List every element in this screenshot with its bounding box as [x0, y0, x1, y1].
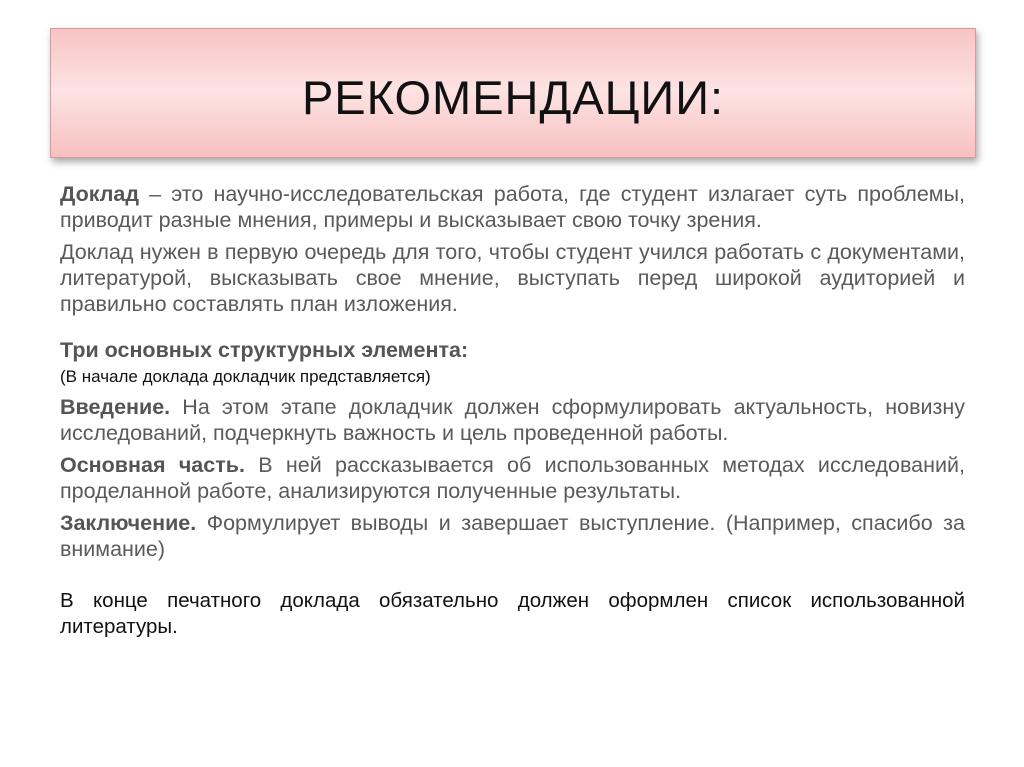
- paragraph-conclusion: [60, 510, 965, 562]
- purpose-text: Доклад нужен в первую очередь для того, чтобы студент учился работать с документами, литературой, высказывать свое мнение, выступать перед широкой аудиторией и правильно составлять план изложения.: [60, 240, 965, 316]
- intro-text: На этом этапе докладчик должен сформулировать актуальность, новизну исследований, подчеркнуть важность и цель проведенной работы.: [60, 395, 965, 445]
- conclusion-text: Формулирует выводы и завершает выступление. (Например, спасибо за внимание): [60, 511, 965, 561]
- slide-content: [60, 181, 965, 646]
- structure-heading: Три основных структурных элемента:: [60, 338, 469, 362]
- definition-text: – это научно-исследовательская работа, где студент излагает суть проблемы, приводит разные мнения, примеры и высказывает свою точку зрения.: [60, 182, 965, 232]
- final-note: В конце печатного доклада обязательно должен оформлен список использованной литературы.: [60, 589, 965, 638]
- structure-note: (В начале доклада докладчик представляется): [60, 367, 431, 386]
- slide-title: РЕКОМЕНДАЦИИ:: [301, 70, 725, 124]
- paragraph-intro: [60, 394, 965, 446]
- title-box: [50, 28, 976, 158]
- term-conclusion: Заключение.: [60, 511, 197, 535]
- paragraph-definition: [60, 181, 965, 233]
- term-main: Основная часть.: [60, 453, 245, 477]
- paragraph-main: [60, 452, 965, 504]
- paragraph-purpose: [60, 239, 965, 317]
- term-doklad: Доклад: [60, 182, 139, 206]
- main-text: В ней рассказывается об использованных методах исследований, проделанной работе, анализируются полученные результаты.: [60, 453, 965, 503]
- term-intro: Введение.: [60, 395, 171, 419]
